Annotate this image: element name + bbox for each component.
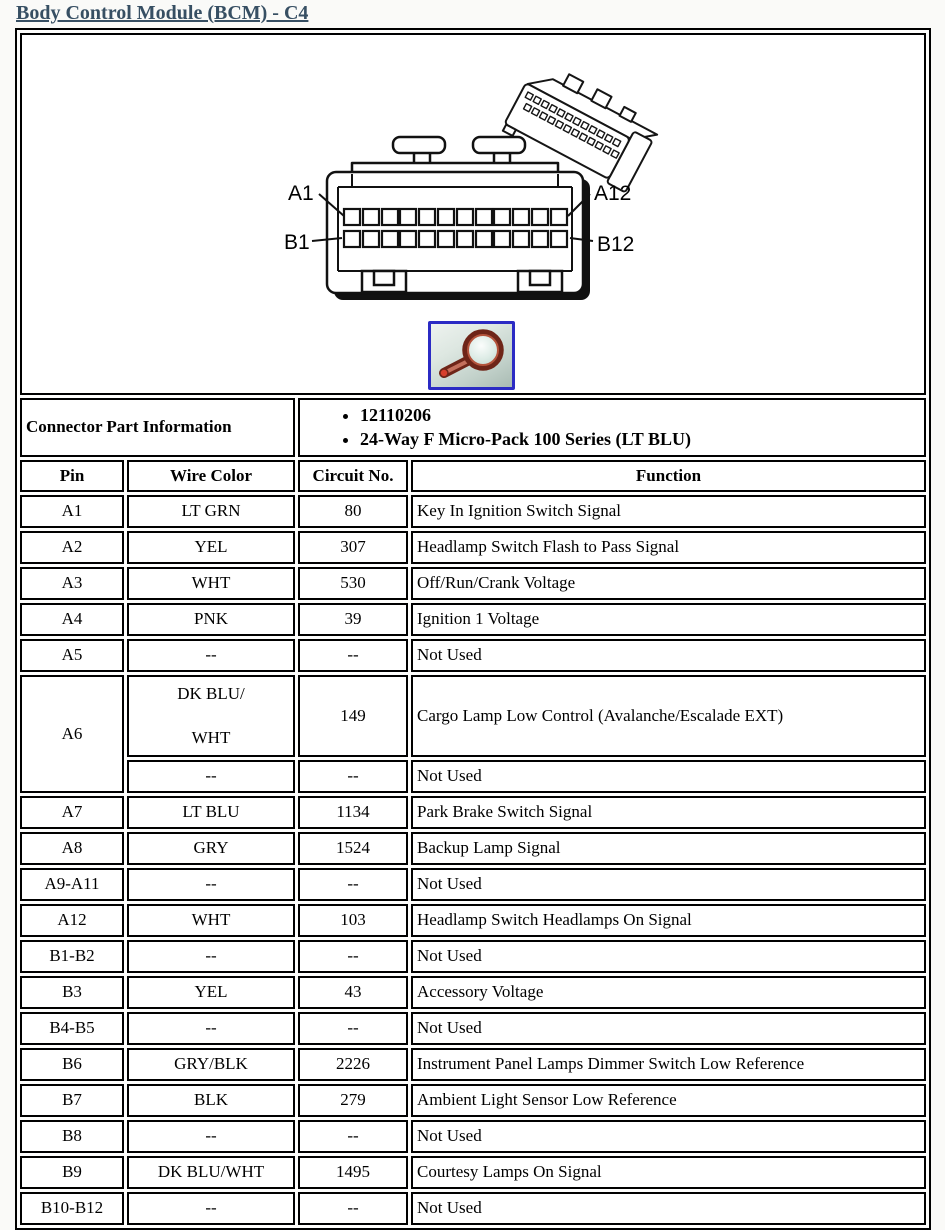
pin-cell: A9-A11 bbox=[20, 868, 124, 901]
function-cell: Ambient Light Sensor Low Reference bbox=[411, 1084, 926, 1117]
function-cell: Headlamp Switch Flash to Pass Signal bbox=[411, 531, 926, 564]
column-header-function: Function bbox=[411, 460, 926, 492]
circuit-cell: 80 bbox=[298, 495, 408, 528]
function-cell: Off/Run/Crank Voltage bbox=[411, 567, 926, 600]
table-row bbox=[20, 1120, 926, 1153]
wire-cell: -- bbox=[127, 1192, 295, 1225]
function-cell: Not Used bbox=[411, 639, 926, 672]
pin-cell: B3 bbox=[20, 976, 124, 1009]
function-cell: Headlamp Switch Headlamps On Signal bbox=[411, 904, 926, 937]
function-cell: Not Used bbox=[411, 1012, 926, 1045]
table-row bbox=[20, 832, 926, 865]
pin-label-a12: A12 bbox=[594, 182, 632, 205]
function-cell: Accessory Voltage bbox=[411, 976, 926, 1009]
part-number: • 12110206 bbox=[360, 403, 920, 427]
pin-cell: B10-B12 bbox=[20, 1192, 124, 1225]
column-header-circuit: Circuit No. bbox=[298, 460, 408, 492]
pin-label-b1: B1 bbox=[284, 231, 310, 254]
diagram-cell bbox=[20, 33, 926, 395]
pin-cell: B1-B2 bbox=[20, 940, 124, 973]
function-cell: Cargo Lamp Low Control (Avalanche/Escalade EXT) bbox=[411, 675, 926, 757]
wire-cell: YEL bbox=[127, 976, 295, 1009]
function-cell: Key In Ignition Switch Signal bbox=[411, 495, 926, 528]
circuit-cell: -- bbox=[298, 1012, 408, 1045]
pin-cell: A12 bbox=[20, 904, 124, 937]
circuit-cell: 1524 bbox=[298, 832, 408, 865]
circuit-cell: 279 bbox=[298, 1084, 408, 1117]
pin-cell: A7 bbox=[20, 796, 124, 829]
table-row-a6-continued bbox=[20, 760, 926, 793]
wire-cell: PNK bbox=[127, 603, 295, 636]
zoom-image-button[interactable] bbox=[428, 321, 515, 390]
table-row bbox=[20, 1048, 926, 1081]
table-row bbox=[20, 567, 926, 600]
pin-cell: A8 bbox=[20, 832, 124, 865]
function-cell: Not Used bbox=[411, 760, 926, 793]
circuit-cell: 307 bbox=[298, 531, 408, 564]
wire-cell: GRY/BLK bbox=[127, 1048, 295, 1081]
pin-cell: B7 bbox=[20, 1084, 124, 1117]
circuit-cell: 149 bbox=[298, 675, 408, 757]
wire-cell: -- bbox=[127, 639, 295, 672]
wire-cell: -- bbox=[127, 1120, 295, 1153]
circuit-cell: 39 bbox=[298, 603, 408, 636]
circuit-cell: -- bbox=[298, 760, 408, 793]
circuit-cell: -- bbox=[298, 639, 408, 672]
wire-cell: BLK bbox=[127, 1084, 295, 1117]
table-row-a6 bbox=[20, 675, 926, 757]
pin-cell: B9 bbox=[20, 1156, 124, 1189]
function-cell: Instrument Panel Lamps Dimmer Switch Low Reference bbox=[411, 1048, 926, 1081]
function-cell: Not Used bbox=[411, 1120, 926, 1153]
table-row bbox=[20, 976, 926, 1009]
connector-part-info-label: Connector Part Information bbox=[20, 398, 295, 457]
wire-line-1: DK BLU/ bbox=[177, 683, 245, 703]
wire-cell: LT BLU bbox=[127, 796, 295, 829]
circuit-cell: 1134 bbox=[298, 796, 408, 829]
pin-label-a1: A1 bbox=[288, 182, 314, 205]
function-cell: Not Used bbox=[411, 1192, 926, 1225]
page-title[interactable]: Body Control Module (BCM) - C4 bbox=[16, 2, 309, 24]
connector-description: • 24-Way F Micro-Pack 100 Series (LT BLU) bbox=[360, 427, 920, 451]
wire-cell: WHT bbox=[127, 567, 295, 600]
column-header-wire: Wire Color bbox=[127, 460, 295, 492]
function-cell: Ignition 1 Voltage bbox=[411, 603, 926, 636]
table-row bbox=[20, 1192, 926, 1225]
circuit-cell: 2226 bbox=[298, 1048, 408, 1081]
magnifier-icon bbox=[431, 324, 512, 387]
pin-cell: A6 bbox=[20, 675, 124, 793]
connector-table bbox=[15, 28, 931, 1230]
circuit-cell: 530 bbox=[298, 567, 408, 600]
pin-cell: A5 bbox=[20, 639, 124, 672]
column-header-pin: Pin bbox=[20, 460, 124, 492]
wire-cell: GRY bbox=[127, 832, 295, 865]
wire-cell: -- bbox=[127, 868, 295, 901]
pin-cell: A4 bbox=[20, 603, 124, 636]
connector-part-info-values bbox=[298, 398, 926, 457]
circuit-cell: -- bbox=[298, 868, 408, 901]
table-row bbox=[20, 1084, 926, 1117]
function-cell: Not Used bbox=[411, 868, 926, 901]
wire-cell: WHT bbox=[127, 904, 295, 937]
header-row bbox=[20, 460, 926, 492]
wire-cell: -- bbox=[127, 940, 295, 973]
wire-cell: -- bbox=[127, 760, 295, 793]
pin-cell: A1 bbox=[20, 495, 124, 528]
pin-cell: B8 bbox=[20, 1120, 124, 1153]
table-row bbox=[20, 868, 926, 901]
table-row bbox=[20, 940, 926, 973]
wire-cell bbox=[127, 675, 295, 757]
table-row bbox=[20, 796, 926, 829]
table-row bbox=[20, 639, 926, 672]
pin-cell: A2 bbox=[20, 531, 124, 564]
wire-line-2: WHT bbox=[191, 727, 231, 747]
table-row bbox=[20, 603, 926, 636]
table-row bbox=[20, 1012, 926, 1045]
function-cell: Backup Lamp Signal bbox=[411, 832, 926, 865]
wire-cell: -- bbox=[127, 1012, 295, 1045]
diagram-row bbox=[20, 33, 926, 395]
connector-part-info-row bbox=[20, 398, 926, 457]
pin-label-b12: B12 bbox=[597, 233, 635, 256]
table-row bbox=[20, 904, 926, 937]
wire-cell: LT GRN bbox=[127, 495, 295, 528]
circuit-cell: -- bbox=[298, 940, 408, 973]
circuit-cell: 1495 bbox=[298, 1156, 408, 1189]
function-cell: Courtesy Lamps On Signal bbox=[411, 1156, 926, 1189]
pin-cell: A3 bbox=[20, 567, 124, 600]
circuit-cell: -- bbox=[298, 1192, 408, 1225]
circuit-cell: -- bbox=[298, 1120, 408, 1153]
circuit-cell: 103 bbox=[298, 904, 408, 937]
table-row bbox=[20, 1156, 926, 1189]
table-row bbox=[20, 495, 926, 528]
wire-cell: YEL bbox=[127, 531, 295, 564]
wire-cell: DK BLU/WHT bbox=[127, 1156, 295, 1189]
pin-cell: B4-B5 bbox=[20, 1012, 124, 1045]
circuit-cell: 43 bbox=[298, 976, 408, 1009]
pin-cell: B6 bbox=[20, 1048, 124, 1081]
table-row bbox=[20, 531, 926, 564]
function-cell: Not Used bbox=[411, 940, 926, 973]
function-cell: Park Brake Switch Signal bbox=[411, 796, 926, 829]
